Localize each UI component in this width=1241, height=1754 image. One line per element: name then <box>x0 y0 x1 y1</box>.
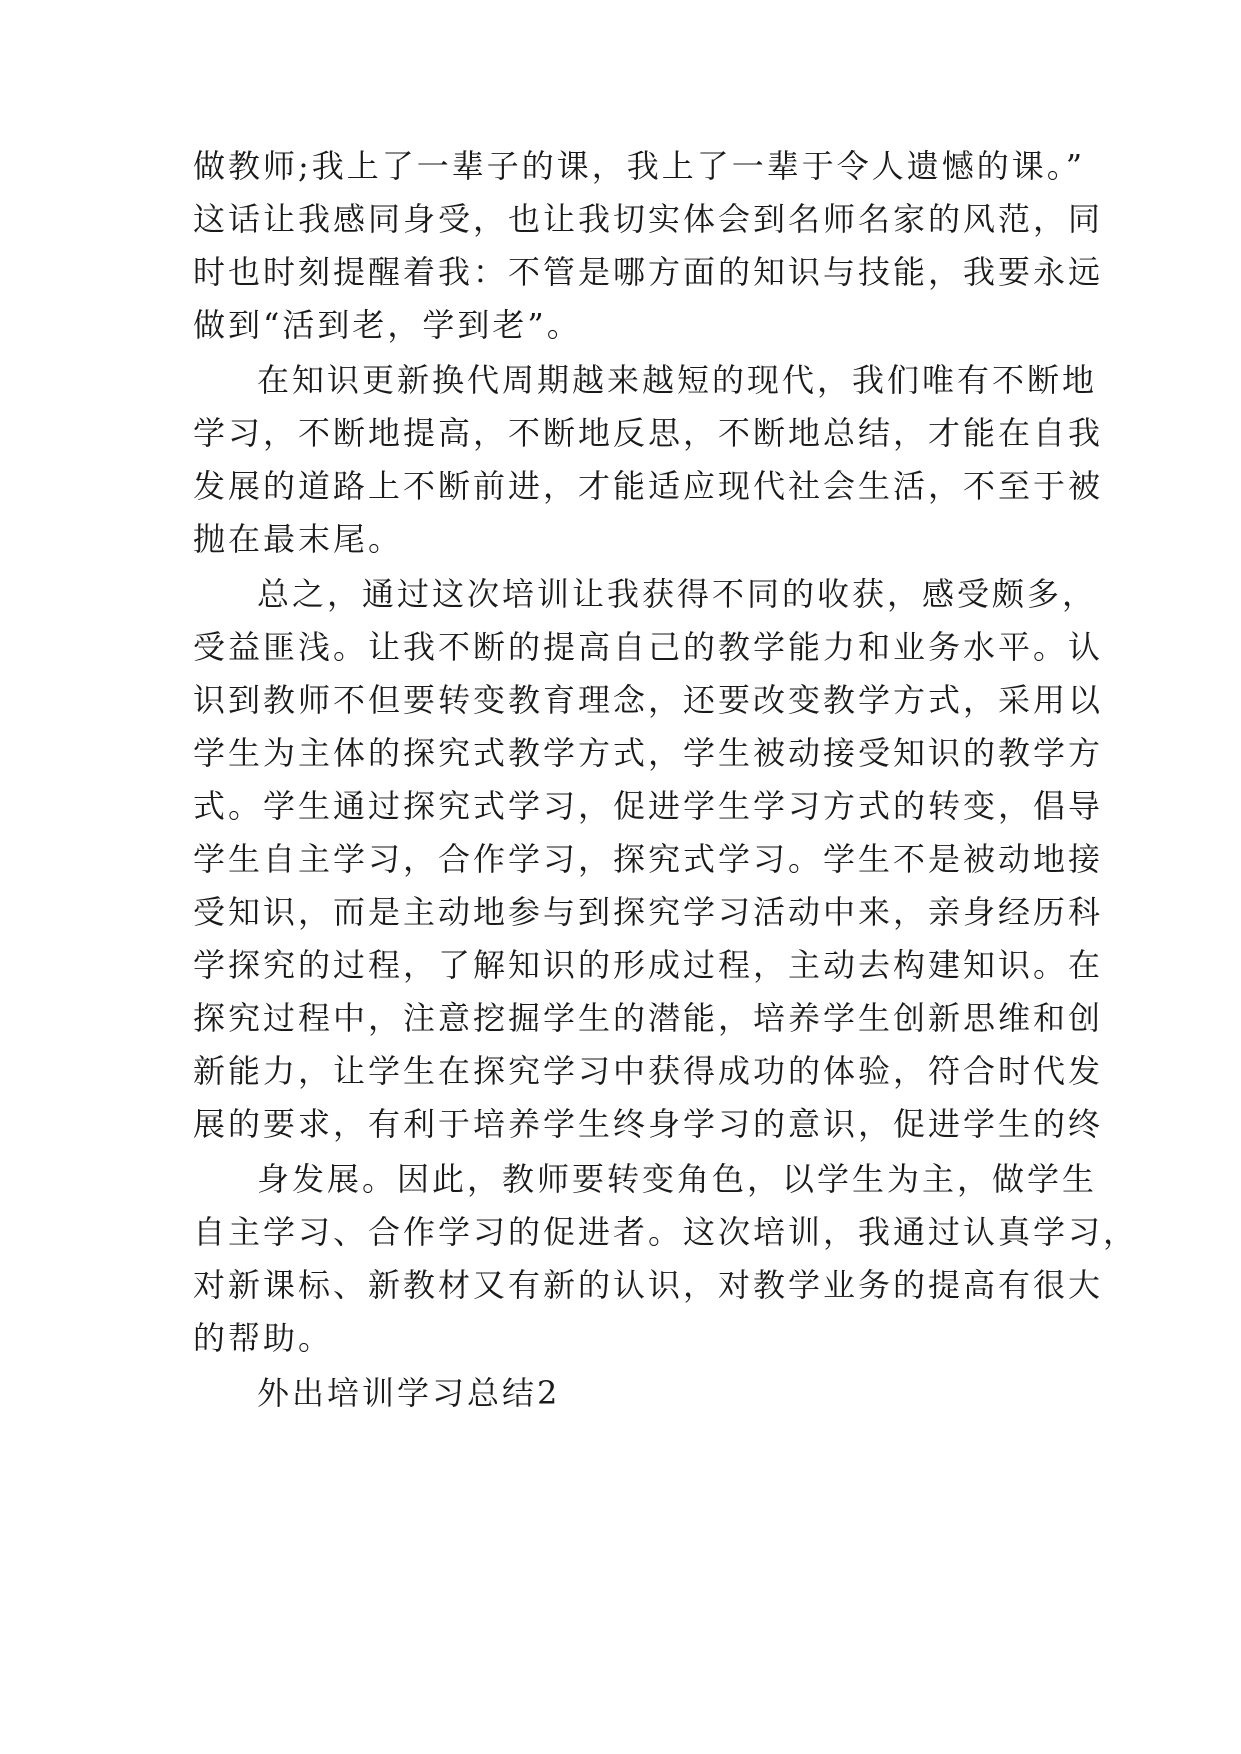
section-heading: 外出培训学习总结2 <box>257 1374 561 1412</box>
text-line: 发展的道路上不断前进，才能适应现代社会生活，不至于被 <box>193 467 1104 505</box>
text-line: 抛在最末尾。 <box>193 520 404 558</box>
paragraph-first-line: 身发展。因此，教师要转变角色，以学生为主，做学生 <box>257 1160 1098 1198</box>
text-line: 学习，不断地提高，不断地反思，不断地总结，才能在自我 <box>193 414 1104 452</box>
text-line: 的帮助。 <box>193 1319 334 1357</box>
text-line: 这话让我感同身受，也让我切实体会到名师名家的风范，同 <box>193 200 1104 238</box>
text-line: 学生为主体的探究式教学方式，学生被动接受知识的教学方 <box>193 734 1104 772</box>
text-line: 受益匪浅。让我不断的提高自己的教学能力和业务水平。认 <box>193 628 1104 666</box>
text-line: 自主学习、合作学习的促进者。这次培训，我通过认真学习， <box>193 1213 1139 1251</box>
text-line: 时也时刻提醒着我：不管是哪方面的知识与技能，我要永远 <box>193 253 1104 291</box>
text-line: 受知识，而是主动地参与到探究学习活动中来，亲身经历科 <box>193 893 1104 931</box>
text-line: 学生自主学习，合作学习，探究式学习。学生不是被动地接 <box>193 840 1104 878</box>
text-line: 探究过程中，注意挖掘学生的潜能，培养学生创新思维和创 <box>193 999 1104 1037</box>
text-line: 学探究的过程，了解知识的形成过程，主动去构建知识。在 <box>193 946 1104 984</box>
text-line: 式。学生通过探究式学习，促进学生学习方式的转变，倡导 <box>193 787 1104 825</box>
text-line: 做到“活到老，学到老”。 <box>193 306 582 344</box>
text-line: 展的要求，有利于培养学生终身学习的意识，促进学生的终 <box>193 1105 1104 1143</box>
text-line: 识到教师不但要转变教育理念，还要改变教学方式，采用以 <box>193 681 1104 719</box>
text-line: 新能力，让学生在探究学习中获得成功的体验，符合时代发 <box>193 1052 1104 1090</box>
paragraph-first-line: 在知识更新换代周期越来越短的现代，我们唯有不断地 <box>257 361 1098 399</box>
text-line: 对新课标、新教材又有新的认识，对教学业务的提高有很大 <box>193 1266 1104 1304</box>
text-line: 做教师;我上了一辈子的课，我上了一辈于令人遗憾的课。” <box>193 147 1086 185</box>
paragraph-first-line: 总之，通过这次培训让我获得不同的收获，感受颇多， <box>257 575 1098 613</box>
